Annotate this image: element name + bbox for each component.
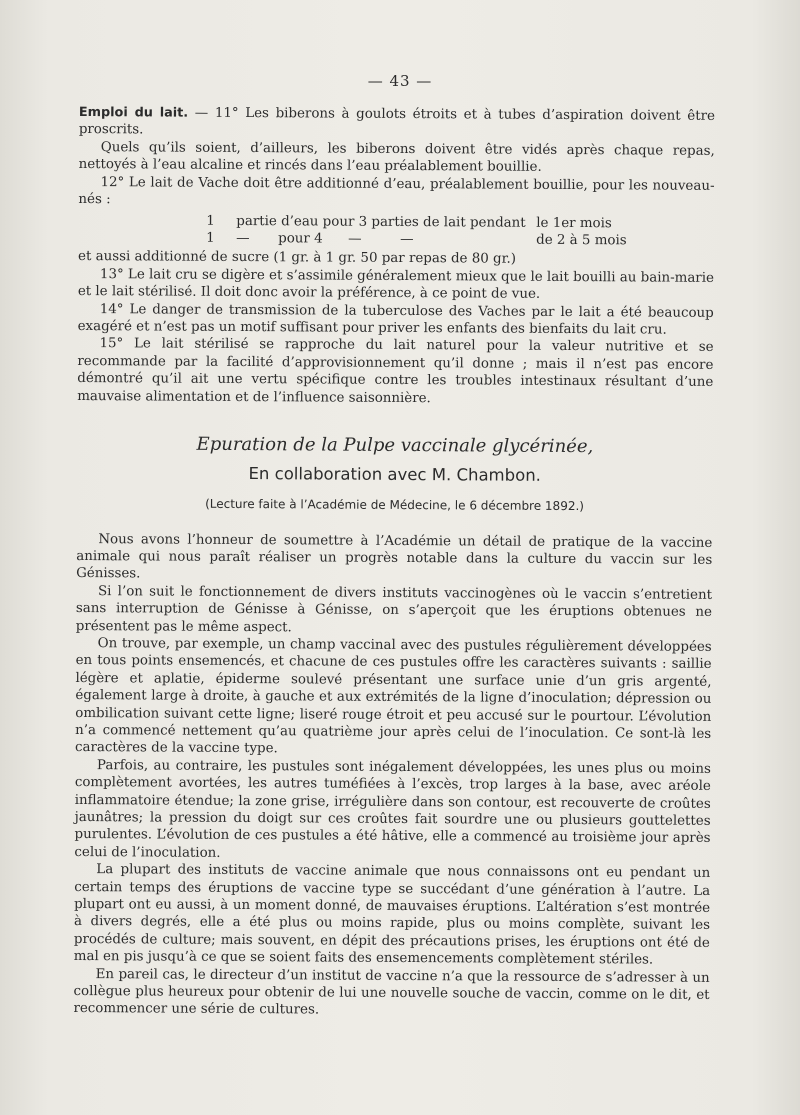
body-paragraph: En pareil cas, le directeur d’un institut de vaccine n’a que la ressource de s’adresser à un collègue plus heureux pour obtenir de lui une nouvelle souche de vaccin, comme on le dit, et recommencer une série de cultures. [73,966,710,1018]
dilution-row [206,230,714,250]
emploi-text: — 11° Les biberons à goulots étroits et à tubes d’aspiration doivent être proscrits. [78,105,715,138]
body-paragraph: Parfois, au contraire, les pustules sont inégalement développées, les unes plus ou moins complètement avortées, les autres tuméfiées à l’excès, trop larges à la base, avec aréole inflammatoire étendue; la zone grise, irrégulière dans son contour, est recouverte de croûtes jaunâtres; la pression du doigt sur ces croûtes fait sourdre une ou plusieurs gouttelettes purulentes. L’évolution de ces pustules a été hâtive, elle a commencé au troisième jour après celui de l’inoculation. [74,757,711,861]
body-paragraph: Si l’on suit le fonctionnement de divers instituts vaccinogènes où le vaccin s’entretient sans interruption de Génisse à Génisse, on s’aperçoit que les éruptions obtenues ne présentent pas le même aspect. [75,583,713,635]
body-paragraph: Nous avons l’honneur de soumettre à l’Académie un détail de pratique de la vaccine animale qui nous paraît réaliser un progrès notable dans la culture du vaccin sur les Génisses. [76,531,713,582]
dilution-part: 1 [206,231,215,247]
lecture-note: (Lecture faite à l’Académie de Médecine, le 6 décembre 1892.) [205,496,585,514]
dilution-text: partie d’eau pour 3 parties de lait pendant [236,214,526,232]
section-title: Epuration de la Pulpe vaccinale glycérinée, [196,433,594,458]
ditto-mark: — [400,232,414,248]
body-paragraph: La plupart des instituts de vaccine animale que nous connaissons ont eu pendant un certain temps des éruptions de vaccine type se succédant d’une génération à l’autre. La plupart ont eu aussi, à un moment donné, de mauvaises éruptions. L’altération s’est montrée à divers degrés, elle a été plus ou moins rapide, plus ou moins complète, suivant les procédés de culture; mais souvent, en dépit des précautions prises, les éruptions ont été de mal en pis jusqu’à ce que se soient faits des ensemencements complètement stériles. [73,862,711,968]
page-number: — 43 — [367,72,433,90]
body-paragraph: On trouve, par exemple, un champ vaccinal avec des pustules régulièrement développées en tous points ensemencés, et chacune de ces pustules offre les caractères suivants : saillie légère et aplatie, épiderme soulevé présentant une surface unie d’un gris argenté, également large à droite, à gauche et aux extrémités de la ligne d’inoculation; dépression ou ombilication suivant cette ligne; liseré rouge étroit et peu accusé sur le pourtour. L’évolution n’a commencé nettement qu’au quatrième jour après celui de l’inoculation. Ce sont-là les caractères de la vaccine type. [75,636,712,757]
paragraph-sucre: et aussi additionné de sucre (1 gr. à 1 gr. 50 par repas de 80 gr.) [78,249,517,268]
page-content [73,104,715,1022]
ditto-mark: — [348,232,362,248]
emploi-heading: Emploi du lait. [78,104,189,121]
paragraph-quels: Quels qu’ils soient, d’ailleurs, les biberons doivent être vidés après chaque repas, nettoyés à l’eau alcaline et rincés dans l’eau préalablement bouillie. [78,139,715,176]
section-subtitle: En collaboration avec M. Chambon. [248,464,542,485]
paragraph-emploi [79,104,715,143]
paragraph-14: 14° Le danger de transmission de la tuberculose des Vaches par le lait a été beaucoup exagéré et n’est pas un motif suffisant pour priver les enfants des bienfaits du lait cru. [77,301,714,338]
dilution-text: pour 4 [278,231,323,247]
dilution-period: le 1er mois [536,216,612,232]
dilution-table [206,213,714,250]
paragraph-12: 12° Le lait de Vache doit être additionné d’eau, préalablement bouillie, pour les nouveau-nés : [78,174,715,208]
paragraph-15: 15° Le lait stérilisé se rapproche du lait naturel pour la valeur nutritive et se recommande par la facilité d’approvisionnement qu’il donne ; mais il n’est pas encore démontré qu’il ait une vertu spécifique contre les troubles intestinaux résultant d’une mauvaise alimentation et de l’influence saisonnière. [77,336,714,406]
dilution-part: 1 [206,214,215,230]
dilution-period: de 2 à 5 mois [536,233,627,249]
paragraph-13: 13° Le lait cru se digère et s’assimile généralement mieux que le lait bouilli au bain-marie et le lait stérilisé. Il doit donc avoir la préférence, à ce point de vue. [77,266,714,303]
ditto-mark: — [236,231,250,247]
